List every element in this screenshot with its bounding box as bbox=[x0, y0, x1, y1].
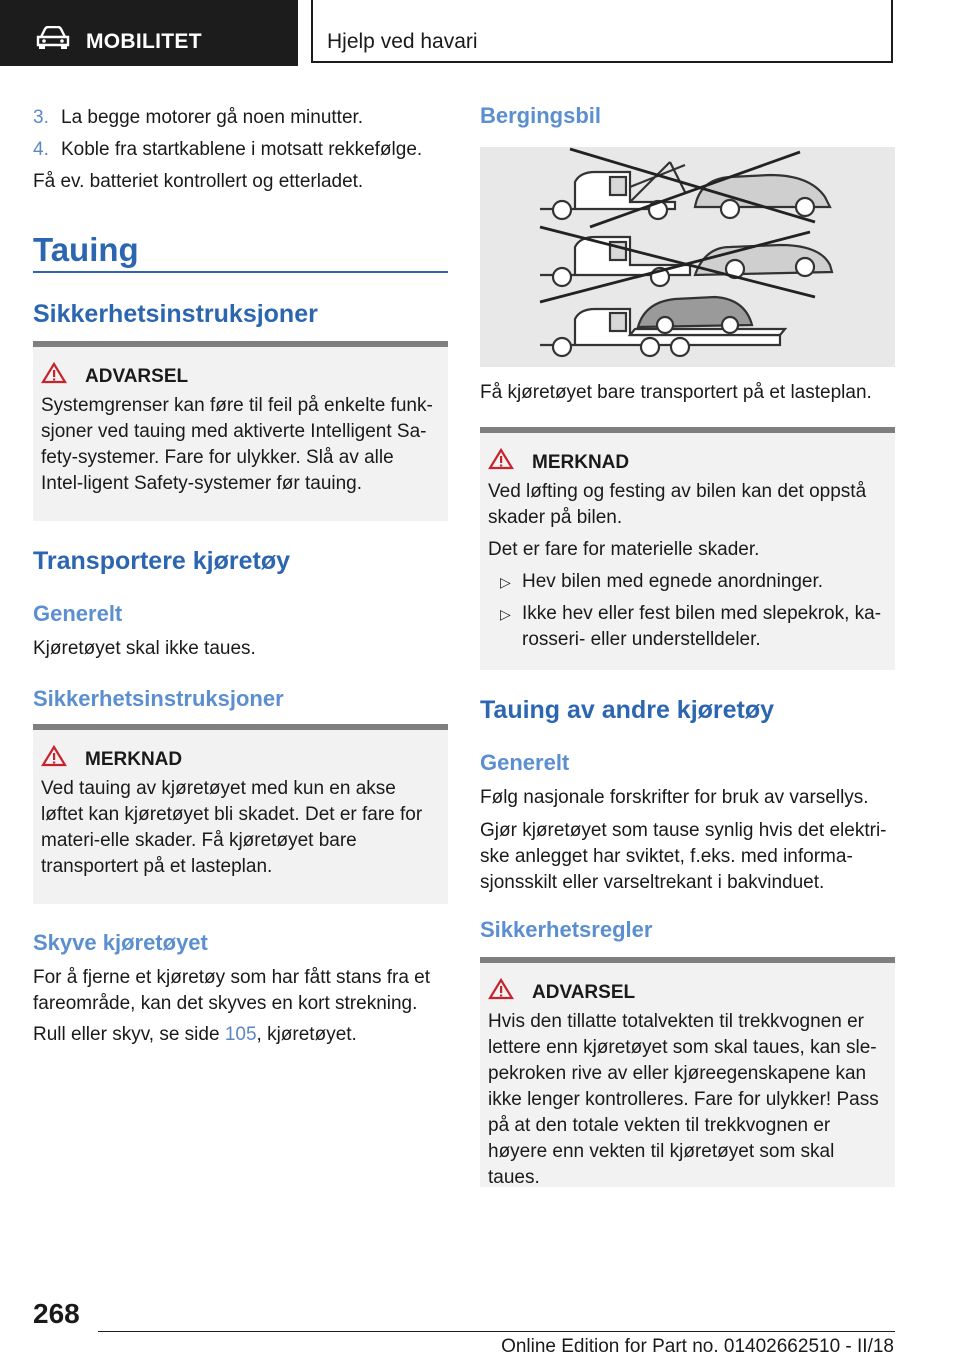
tow-caption: Få kjøretøyet bare transportert på et lasteplan. bbox=[480, 382, 872, 403]
warning-box bbox=[33, 341, 448, 521]
car-icon bbox=[36, 26, 70, 50]
notice-title bbox=[488, 449, 887, 477]
step-item bbox=[33, 137, 422, 163]
step-text: Koble fra startkablene i motsatt rekkefølge. bbox=[61, 139, 423, 160]
notice-label: MERKNAD bbox=[532, 452, 630, 473]
notice-text: Ved løfting og festing av bilen kan det oppstå skader på bilen. bbox=[488, 481, 867, 528]
bullet-triangle-icon: ▷ bbox=[500, 606, 511, 622]
general-text: Kjøretøyet skal ikke taues. bbox=[33, 638, 256, 659]
bullet-text: Hev bilen med egnede anordninger. bbox=[522, 571, 824, 592]
heading-tow-truck: Bergingsbil bbox=[480, 103, 602, 128]
general-text: Følg nasjonale forskrifter for bruk av varsellys. bbox=[480, 787, 869, 808]
heading-rule bbox=[33, 271, 448, 273]
step-number: 4. bbox=[33, 139, 49, 160]
heading-general: Generelt bbox=[33, 601, 123, 626]
notice-title bbox=[41, 746, 440, 774]
notice-label: MERKNAD bbox=[85, 749, 183, 770]
heading-towing: Tauing bbox=[33, 231, 139, 268]
page-number: 268 bbox=[33, 1298, 80, 1329]
step-text: La begge motorer gå noen minutter. bbox=[61, 107, 364, 128]
warning-label: ADVARSEL bbox=[85, 366, 189, 387]
notice-text: Ved tauing av kjøretøyet med kun en akse løftet kan kjøretøyet bli skadet. Det er fare for materi-elle skader. Få kjøretøyet bare transportert på et lasteplan. bbox=[41, 778, 423, 877]
roll-text-post: , kjøretøyet. bbox=[256, 1024, 357, 1045]
footer-rule bbox=[98, 1331, 895, 1332]
step-number: 3. bbox=[33, 107, 49, 128]
notice-box bbox=[33, 724, 448, 904]
warning-title bbox=[488, 979, 887, 1007]
page-link[interactable]: 105 bbox=[224, 1024, 257, 1045]
heading-push: Skyve kjøretøyet bbox=[33, 930, 208, 955]
push-text: For å fjerne et kjøretøy som har fått stans fra et fareområde, kan det skyves en kort strekning. bbox=[33, 967, 431, 1014]
heading-tow-other: Tauing av andre kjøretøy bbox=[480, 696, 775, 724]
warning-triangle-icon bbox=[488, 448, 514, 470]
bullet-item bbox=[488, 601, 887, 653]
heading-safety: Sikkerhetsinstruksjoner bbox=[33, 300, 318, 328]
warning-label: ADVARSEL bbox=[532, 982, 636, 1003]
heading-general: Generelt bbox=[480, 750, 570, 775]
step-item bbox=[33, 105, 363, 131]
heading-safety-instructions: Sikkerhetsinstruksjoner bbox=[33, 686, 284, 711]
subsection-title: Hjelp ved havari bbox=[327, 30, 478, 53]
notice-box bbox=[480, 427, 895, 670]
warning-text: Systemgrenser kan føre til feil på enkelte funk-sjoner ved tauing med aktiverte Intelligent Sa-fety-systemer. Fare for ulykker. Slå av alle Intel-ligent Safety-systemer før tauing. bbox=[41, 395, 433, 494]
roll-text bbox=[33, 1022, 448, 1048]
warning-text: Hvis den tillatte totalvekten til trekkvognen er lettere enn kjøretøyet som skal taues, kan sle-pekroken rive av eller kjøreegenskapene kan ikke lenger kontrolleres. Fare for ulykker! Pass på at den totale vekten til trekkvognen er høyere enn vekten til kjøretøyet som skal taues. bbox=[488, 1011, 879, 1188]
warning-triangle-icon bbox=[41, 745, 67, 767]
warning-title bbox=[41, 363, 440, 391]
bullet-text: Ikke hev eller fest bilen med slepekrok, ka-rosseri- eller understelldeler. bbox=[522, 603, 882, 650]
battery-note: Få ev. batteriet kontrollert og etterladet. bbox=[33, 171, 364, 192]
notice-text: Det er fare for materielle skader. bbox=[488, 539, 760, 560]
heading-transport: Transportere kjøretøy bbox=[33, 547, 291, 575]
roll-text-pre: Rull eller skyv, se side bbox=[33, 1024, 225, 1045]
heading-safety-rules: Sikkerhetsregler bbox=[480, 917, 653, 942]
tow-truck-illustration bbox=[480, 147, 895, 367]
warning-triangle-icon bbox=[488, 978, 514, 1000]
subsection-header bbox=[311, 0, 893, 63]
bullet-triangle-icon: ▷ bbox=[500, 574, 511, 590]
bullet-item bbox=[488, 569, 887, 595]
warning-box bbox=[480, 957, 895, 1187]
section-tab[interactable] bbox=[0, 0, 298, 66]
footer-edition: Online Edition for Part no. 01402662510 - II/18 bbox=[501, 1336, 894, 1357]
general-text: Gjør kjøretøyet som tause synlig hvis det elektri-ske anlegget har sviktet, f.eks. med informa-sjonsskilt eller varseltrekant i bakvinduet. bbox=[480, 820, 887, 893]
warning-triangle-icon bbox=[41, 362, 67, 384]
section-title: MOBILITET bbox=[86, 30, 202, 53]
